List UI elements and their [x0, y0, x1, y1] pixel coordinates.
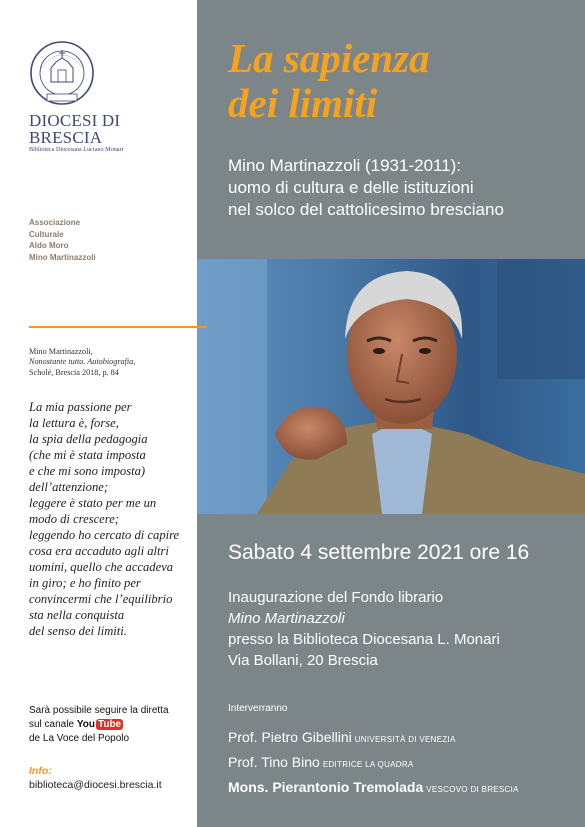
diocese-name-line2: BRESCIA — [29, 128, 103, 147]
youtube-logo-icon[interactable]: You Tube — [76, 719, 122, 730]
event-details: Inaugurazione del Fondo librario Mino Martinazzoli presso la Biblioteca Diocesana L. Monari Via Bollani, 20 Brescia — [228, 589, 500, 669]
divider-line — [29, 326, 207, 328]
event-date: Sabato 4 settembre 2021 ore 16 — [228, 541, 530, 564]
speakers-label: Interverranno — [228, 703, 288, 714]
speaker-item: Prof. Tino Bino EDITRICE LA QUADRA — [228, 754, 414, 770]
diocese-seal-icon — [29, 38, 95, 108]
event-subtitle: Mino Martinazzoli (1931-2011): uomo di cultura e delle istituzioni nel solco del cattolicesimo bresciano — [228, 156, 504, 219]
left-column — [0, 0, 197, 827]
speaker-item: Prof. Pietro Gibellini UNIVERSITÀ DI VENEZIA — [228, 729, 456, 745]
speaker-item: Mons. Pierantonio Tremolada VESCOVO DI BRESCIA — [228, 779, 519, 795]
quote-citation: Mino Martinazzoli, Nonostante tutto. Autobiografia, Scholé, Brescia 2018, p. 84 — [29, 347, 136, 377]
diocese-library-name: Biblioteca Diocesana Luciano Monari — [29, 146, 124, 153]
diocese-name — [29, 112, 189, 146]
portrait-photo — [197, 259, 585, 514]
event-title: La sapienza dei limiti — [228, 35, 430, 126]
portrait-illustration — [197, 259, 585, 514]
quote-text: La mia passione per la lettura è, forse, la spia della pedagogia (che mi è stata imposta e che mi sono imposta) dell’attenzione; leggere è stato per me un modo di crescere; leggendo ho cercato di capire cosa era accaduto agli altri uomini, quello che accadeva in giro; e ho finito per convincermi che l’equilibrio sta nella conquista del senso dei limiti. — [29, 400, 180, 638]
diocese-name-line1: DIOCESI DI — [29, 111, 121, 130]
info-email-link[interactable]: biblioteca@diocesi.brescia.it — [29, 779, 162, 791]
info-label: Info: — [29, 765, 52, 777]
association-name: Associazione Culturale Aldo Moro Mino Martinazzoli — [29, 218, 96, 262]
speakers-list — [228, 726, 578, 801]
livestream-notice: Sarà possibile seguire la diretta sul canale You Tube de La Voce del Popolo — [29, 705, 169, 744]
